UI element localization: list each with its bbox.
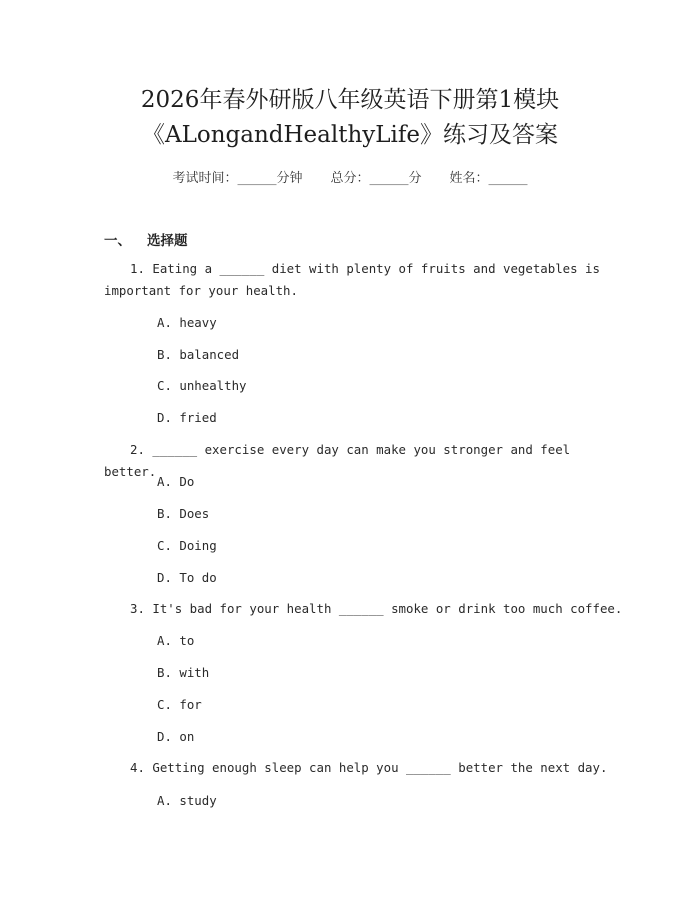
question-4-option-a: A. study bbox=[157, 793, 217, 808]
question-1-option-b: B. balanced bbox=[157, 347, 240, 362]
question-3-option-b: B. with bbox=[157, 665, 210, 680]
question-2-text: 2. ______ exercise every day can make you stronger and feel better. bbox=[104, 442, 571, 479]
question-2-option-d: D. To do bbox=[157, 570, 217, 585]
question-3-text: 3. It's bad for your health ______ smoke or drink too much coffee. bbox=[130, 601, 623, 616]
section-title: 选择题 bbox=[147, 233, 188, 249]
question-1-option-d: D. fried bbox=[157, 410, 217, 425]
page-title-line-1: 2026年春外研版八年级英语下册第1模块 bbox=[140, 87, 560, 113]
section-number: 一、 bbox=[104, 233, 131, 249]
question-2-option-a: A. Do bbox=[157, 474, 195, 489]
question-1-text: 1. Eating a ______ diet with plenty of fruits and vegetables is important for your health. bbox=[104, 261, 600, 298]
total-score-field: 总分：______分 bbox=[330, 171, 422, 186]
question-3-option-c: C. for bbox=[157, 697, 202, 712]
question-1-option-c: C. unhealthy bbox=[157, 378, 247, 393]
question-3-option-d: D. on bbox=[157, 729, 195, 744]
student-name-field: 姓名：______ bbox=[449, 171, 528, 186]
question-2-option-b: B. Does bbox=[157, 506, 210, 521]
exam-info-row bbox=[0, 167, 700, 186]
question-2-option-c: C. Doing bbox=[157, 538, 217, 553]
page-title-line-2: 《ALongandHealthyLife》练习及答案 bbox=[141, 122, 559, 148]
question-1-option-a: A. heavy bbox=[157, 315, 217, 330]
exam-time-field: 考试时间：______分钟 bbox=[172, 171, 303, 186]
question-3-option-a: A. to bbox=[157, 633, 195, 648]
section-heading bbox=[104, 229, 188, 249]
question-4-text: 4. Getting enough sleep can help you ______ better the next day. bbox=[130, 760, 608, 775]
